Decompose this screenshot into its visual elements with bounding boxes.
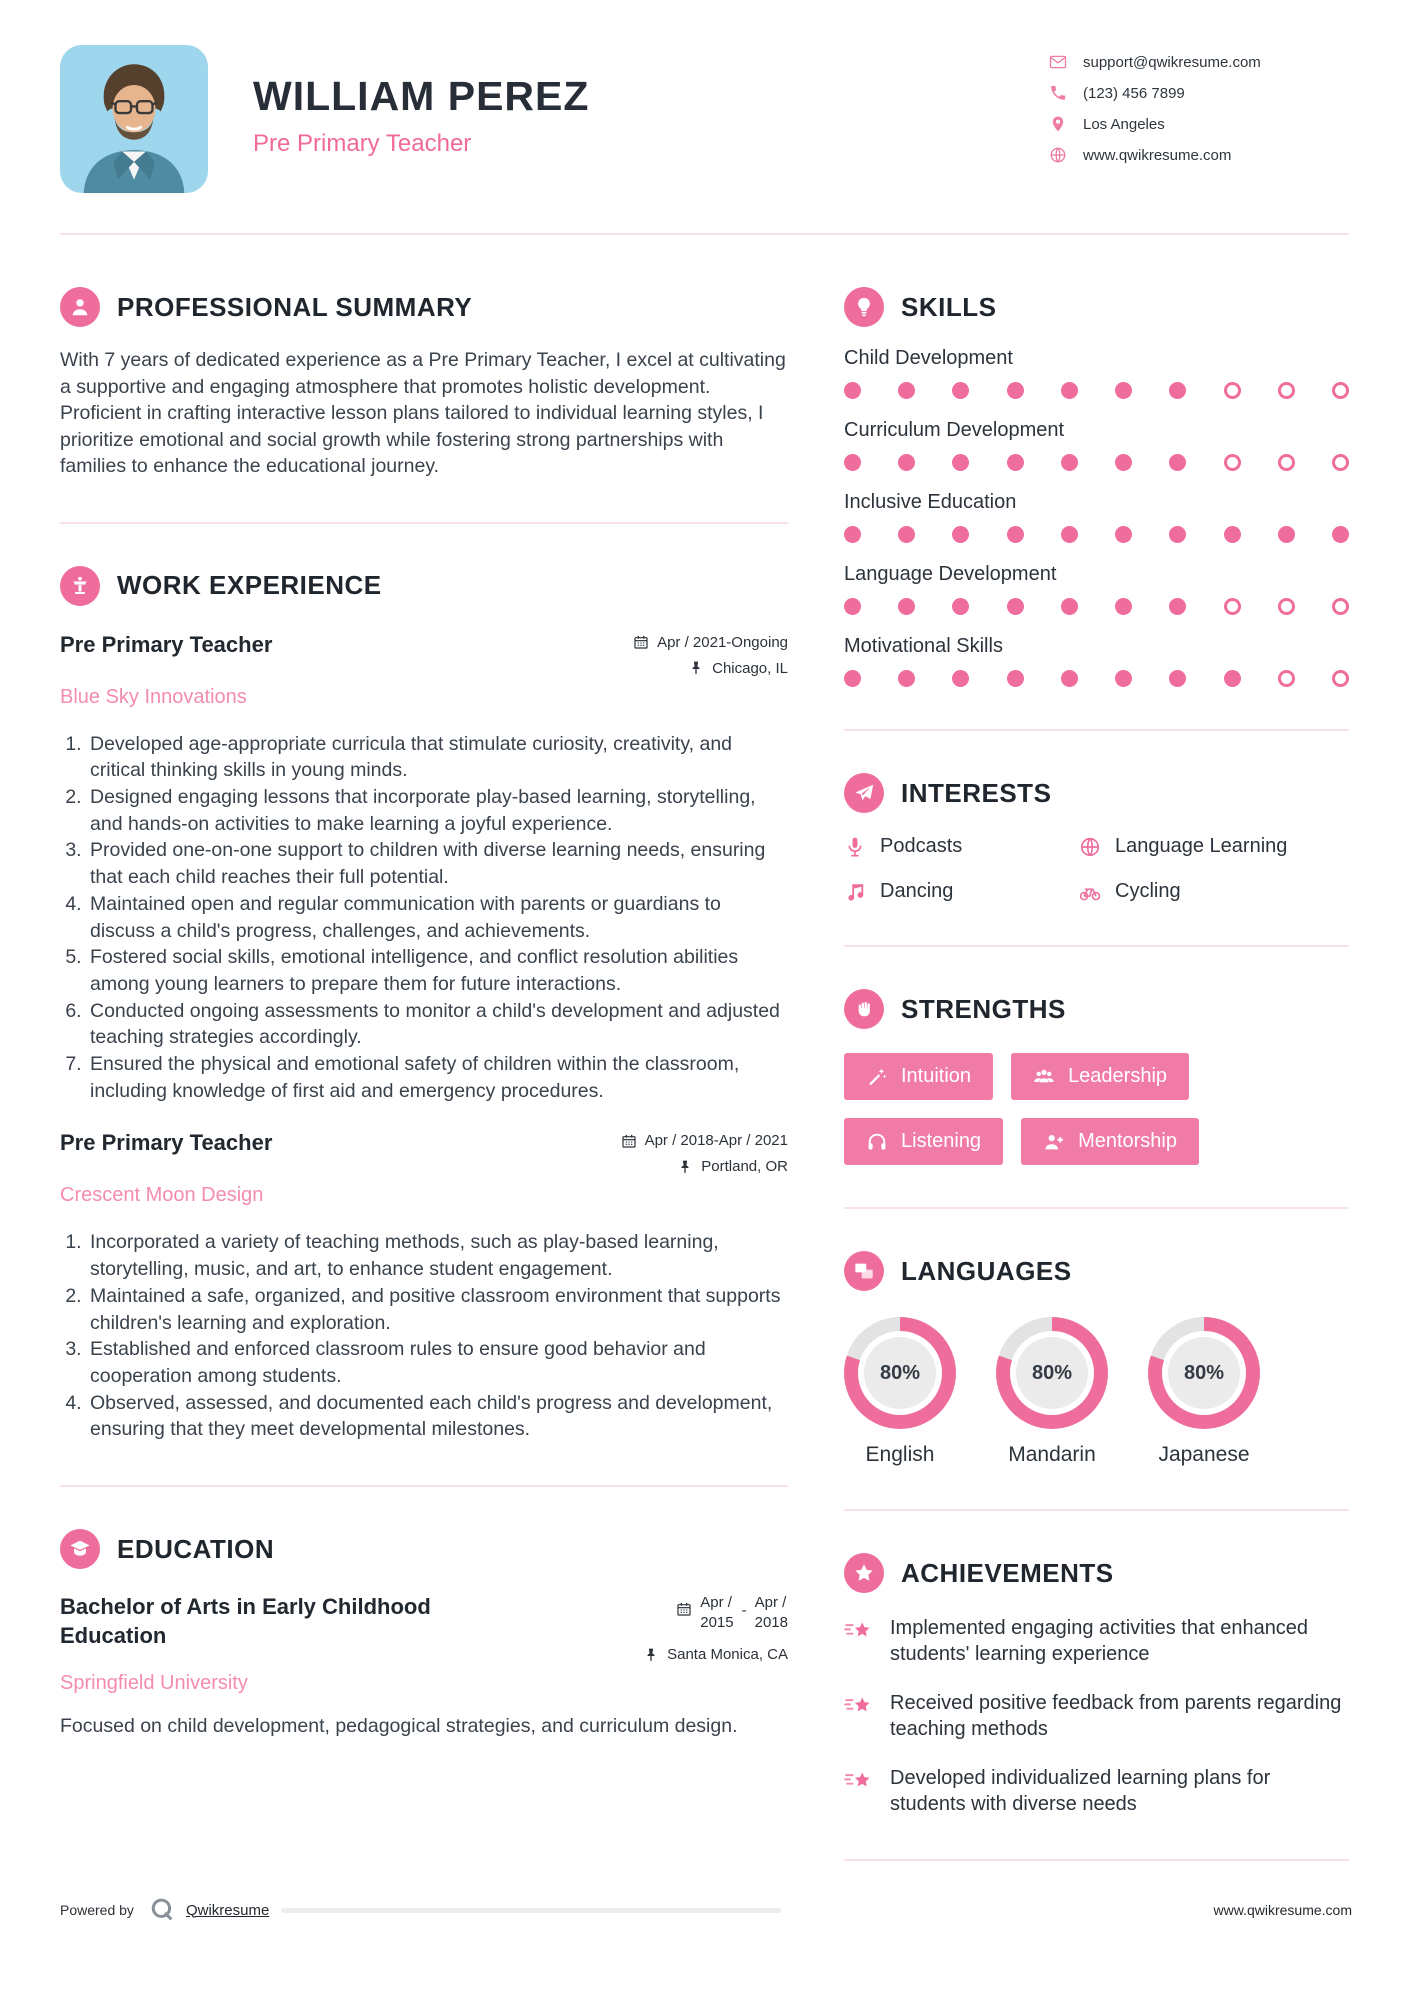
skills-section xyxy=(844,287,1349,687)
pushpin-icon xyxy=(677,1159,693,1175)
donut-hole xyxy=(1162,1331,1246,1415)
content-columns xyxy=(60,287,1349,1903)
skill-label: Motivational Skills xyxy=(844,635,1003,657)
skill-dot xyxy=(1278,454,1295,471)
skill-dot xyxy=(1224,598,1241,615)
skill-item xyxy=(844,491,1349,543)
skill-dot xyxy=(1169,526,1186,543)
achievements-list xyxy=(844,1615,1349,1817)
section-divider xyxy=(844,1207,1349,1209)
skill-dot xyxy=(1224,382,1241,399)
job-location: Chicago, IL xyxy=(712,659,788,677)
footer-divider-line xyxy=(281,1908,781,1913)
phone-icon xyxy=(1049,84,1067,102)
job-header xyxy=(60,632,788,677)
skill-dot xyxy=(1332,526,1349,543)
star-icon xyxy=(844,1553,884,1593)
strength-label: Intuition xyxy=(901,1065,972,1087)
donut-hole xyxy=(858,1331,942,1415)
summary-section xyxy=(60,287,788,480)
skill-dots xyxy=(844,454,1349,471)
skill-dot xyxy=(898,454,915,471)
job-bullets xyxy=(60,1229,788,1443)
wand-icon xyxy=(866,1066,888,1088)
skill-dot xyxy=(1007,670,1024,687)
skill-dot xyxy=(1115,526,1132,543)
achievement-text: Implemented engaging activities that enhanced students' learning experience xyxy=(890,1617,1309,1666)
footer-website[interactable]: www.qwikresume.com xyxy=(1213,1902,1352,1918)
strengths-title: STRENGTHS xyxy=(901,993,1066,1024)
job-bullet: 7. Ensured the physical and emotional safety of children within the classroom, including knowledge of first aid and emergency procedures. xyxy=(87,1051,788,1104)
job-meta xyxy=(633,632,788,677)
graduate-icon xyxy=(60,1529,100,1569)
section-divider xyxy=(844,729,1349,731)
language-donut xyxy=(844,1317,956,1429)
qwikresume-link[interactable]: Qwikresume xyxy=(185,1901,270,1919)
email-icon xyxy=(1049,53,1067,71)
interest-item xyxy=(844,835,1069,858)
date-start: Apr / xyxy=(700,1594,732,1612)
person-job-title: Pre Primary Teacher xyxy=(253,130,472,157)
strength-label: Leadership xyxy=(1068,1065,1168,1087)
person-name: WILLIAM PEREZ xyxy=(253,73,590,119)
achievements-section xyxy=(844,1553,1349,1817)
languages-section xyxy=(844,1251,1349,1467)
skill-dot xyxy=(898,526,915,543)
team-icon xyxy=(1033,1066,1055,1088)
pushpin-icon xyxy=(643,1647,659,1663)
date-end: Apr / xyxy=(754,1594,787,1612)
skill-dot xyxy=(898,670,915,687)
skill-dot xyxy=(898,382,915,399)
skill-dot xyxy=(1061,454,1078,471)
skill-dot xyxy=(1007,598,1024,615)
contact-item-text[interactable]: www.qwikresume.com xyxy=(1083,146,1232,164)
globe-icon xyxy=(1079,836,1101,858)
section-divider xyxy=(844,1509,1349,1511)
skill-dot xyxy=(844,454,861,471)
contact-item[interactable] xyxy=(1049,146,1349,164)
language-percent: 80% xyxy=(864,1337,936,1409)
skill-dot xyxy=(1061,526,1078,543)
education-section xyxy=(60,1529,788,1740)
language-item xyxy=(996,1317,1108,1467)
date-separator: - xyxy=(741,1602,747,1620)
job-location: Portland, OR xyxy=(701,1158,788,1176)
skill-dot xyxy=(1224,526,1241,543)
language-name: Mandarin xyxy=(1008,1443,1096,1466)
job-location-row xyxy=(677,1158,788,1175)
job-date-row xyxy=(633,634,788,651)
header xyxy=(60,45,1349,193)
skill-dot xyxy=(844,598,861,615)
profile-photo xyxy=(60,45,208,193)
skill-dot xyxy=(1278,670,1295,687)
interest-item xyxy=(1079,835,1349,858)
contact-item xyxy=(1049,115,1349,133)
interest-item xyxy=(844,880,1069,903)
translate-icon xyxy=(844,1251,884,1291)
strengths-section xyxy=(844,989,1349,1165)
interest-label: Podcasts xyxy=(880,835,963,857)
skill-dot xyxy=(1332,382,1349,399)
job-bullets xyxy=(60,731,788,1105)
language-donut xyxy=(1148,1317,1260,1429)
header-divider xyxy=(60,233,1349,235)
skill-dot xyxy=(1061,382,1078,399)
donut-hole xyxy=(1010,1331,1094,1415)
skill-dot xyxy=(844,382,861,399)
job-bullet: 1. Incorporated a variety of teaching methods, such as play-based learning, storytelling, music, and art, to enhance student engagement. xyxy=(87,1229,788,1282)
education-title: EDUCATION xyxy=(117,1533,275,1564)
skill-dot xyxy=(1007,454,1024,471)
lightbulb-icon xyxy=(844,287,884,327)
section-divider xyxy=(844,1859,1349,1861)
job-bullet: 4. Observed, assessed, and documented each child's progress and development, ensuring that they meet developmental milestones. xyxy=(87,1390,788,1443)
achievement-item xyxy=(844,1690,1349,1743)
language-percent: 80% xyxy=(1016,1337,1088,1409)
skill-dot xyxy=(1115,382,1132,399)
education-dates xyxy=(676,1593,788,1632)
date-end-year: 2018 xyxy=(754,1613,788,1631)
skill-dot xyxy=(952,382,969,399)
job-bullet: 3. Provided one-on-one support to children with diverse learning needs, ensuring that each child reaches their full potential. xyxy=(87,837,788,890)
job-bullet: 2. Designed engaging lessons that incorporate play-based learning, storytelling, and hands-on activities to make learning a joyful experience. xyxy=(87,784,788,837)
footer xyxy=(60,1896,1352,1924)
skill-dot xyxy=(1169,598,1186,615)
skill-dot xyxy=(1169,670,1186,687)
interests-list xyxy=(844,835,1349,903)
skill-dot xyxy=(1115,598,1132,615)
language-item xyxy=(844,1317,956,1467)
skill-dots xyxy=(844,670,1349,687)
education-description: Focused on child development, pedagogical strategies, and curriculum design. xyxy=(60,1715,738,1738)
bicycle-icon xyxy=(1079,881,1101,903)
job-date-row xyxy=(621,1132,788,1149)
contact-item-text: (123) 456 7899 xyxy=(1083,84,1185,102)
achievement-item xyxy=(844,1615,1349,1668)
interest-label: Dancing xyxy=(880,880,954,902)
avatar xyxy=(60,45,208,193)
job-entry xyxy=(60,1130,788,1443)
language-item xyxy=(1148,1317,1260,1467)
fist-icon xyxy=(844,989,884,1029)
experience-title: WORK EXPERIENCE xyxy=(117,570,382,601)
achievement-item xyxy=(844,1765,1349,1818)
skill-label: Curriculum Development xyxy=(844,419,1065,441)
powered-by-label: Powered by xyxy=(60,1902,134,1918)
headphones-icon xyxy=(866,1131,888,1153)
skill-dot xyxy=(952,526,969,543)
job-bullet: 4. Maintained open and regular communication with parents or guardians to discuss a child's progress, challenges, and achievements. xyxy=(87,891,788,944)
calendar-icon xyxy=(633,634,649,650)
strength-label: Listening xyxy=(901,1130,982,1152)
job-date: Apr / 2018-Apr / 2021 xyxy=(644,1132,788,1150)
skill-label: Inclusive Education xyxy=(844,491,1017,513)
skill-dot xyxy=(1169,382,1186,399)
interest-item xyxy=(1079,880,1349,903)
skill-dots xyxy=(844,382,1349,399)
right-column xyxy=(844,287,1349,1903)
skill-item xyxy=(844,635,1349,687)
interests-title: INTERESTS xyxy=(901,777,1052,808)
contact-item-text[interactable]: support@qwikresume.com xyxy=(1083,53,1261,71)
skill-dot xyxy=(844,526,861,543)
date-start-year: 2015 xyxy=(700,1613,734,1631)
shooting-star-icon xyxy=(844,1617,874,1645)
skill-dot xyxy=(1061,598,1078,615)
summary-title: PROFESSIONAL SUMMARY xyxy=(117,291,473,322)
skill-dots xyxy=(844,526,1349,543)
interests-section xyxy=(844,773,1349,903)
contact-item[interactable] xyxy=(1049,53,1349,71)
language-name: Japanese xyxy=(1158,1443,1250,1466)
job-header xyxy=(60,1130,788,1175)
skill-item xyxy=(844,347,1349,399)
job-bullet: 3. Established and enforced classroom rules to ensure good behavior and cooperation among students. xyxy=(87,1336,788,1389)
calendar-icon xyxy=(676,1601,692,1617)
job-location-row xyxy=(688,660,788,677)
skill-dot xyxy=(1278,598,1295,615)
job-role: Pre Primary Teacher xyxy=(60,1130,273,1156)
job-company: Crescent Moon Design xyxy=(60,1184,264,1207)
skill-dot xyxy=(1224,670,1241,687)
section-divider xyxy=(844,945,1349,947)
skill-label: Language Development xyxy=(844,563,1057,585)
strength-badge xyxy=(1011,1053,1189,1100)
contact-item xyxy=(1049,84,1349,102)
job-bullet: 2. Maintained a safe, organized, and positive classroom environment that supports children's learning and exploration. xyxy=(87,1283,788,1336)
left-column xyxy=(60,287,788,1903)
skill-dot xyxy=(1115,670,1132,687)
mentor-icon xyxy=(1043,1131,1065,1153)
interest-label: Cycling xyxy=(1115,880,1181,902)
identity-block xyxy=(60,45,589,193)
contact-item-text: Los Angeles xyxy=(1083,115,1165,133)
shooting-star-icon xyxy=(844,1767,874,1795)
skill-label: Child Development xyxy=(844,347,1013,369)
skills-list xyxy=(844,347,1349,687)
microphone-icon xyxy=(844,836,866,858)
achievement-text: Developed individualized learning plans for students with diverse needs xyxy=(890,1766,1271,1815)
skill-dot xyxy=(952,598,969,615)
skill-dot xyxy=(1115,454,1132,471)
skill-dot xyxy=(1332,454,1349,471)
globe-icon xyxy=(1049,146,1067,164)
skill-item xyxy=(844,563,1349,615)
achievement-text: Received positive feedback from parents regarding teaching methods xyxy=(890,1691,1342,1741)
skill-dot xyxy=(1332,670,1349,687)
skill-dot xyxy=(1007,382,1024,399)
skill-dot xyxy=(1224,454,1241,471)
strength-badge xyxy=(844,1118,1003,1165)
summary-text: With 7 years of dedicated experience as a Pre Primary Teacher, I excel at cultivating a supportive and engaging atmosphere that promotes holistic development. Proficient in crafting interactive lesson plans tailored to individual learning styles, I prioritize emotional and social growth while fostering strong partnerships with families to enhance the educational journey. xyxy=(60,349,786,478)
skill-dot xyxy=(1169,454,1186,471)
skill-dot xyxy=(952,670,969,687)
languages-list xyxy=(844,1317,1349,1467)
skill-dot xyxy=(952,454,969,471)
education-meta xyxy=(643,1593,788,1663)
job-date: Apr / 2021-Ongoing xyxy=(657,633,788,651)
location-icon xyxy=(1049,115,1067,133)
jobs-list xyxy=(60,632,788,1443)
skill-dot xyxy=(1278,382,1295,399)
name-block xyxy=(253,45,589,193)
calendar-icon xyxy=(621,1133,637,1149)
section-divider xyxy=(60,1485,788,1487)
pushpin-icon xyxy=(688,660,704,676)
education-location-row xyxy=(643,1646,788,1663)
skill-item xyxy=(844,419,1349,471)
person-icon xyxy=(60,287,100,327)
experience-section xyxy=(60,566,788,1443)
job-bullet: 1. Developed age-appropriate curricula that stimulate curiosity, creativity, and critical thinking skills in young minds. xyxy=(87,731,788,784)
skill-dot xyxy=(1007,526,1024,543)
strength-badge xyxy=(844,1053,993,1100)
language-donut xyxy=(996,1317,1108,1429)
language-percent: 80% xyxy=(1168,1337,1240,1409)
job-role: Pre Primary Teacher xyxy=(60,631,273,657)
skill-dot xyxy=(898,598,915,615)
degree: Bachelor of Arts in Early Childhood Education xyxy=(60,1594,431,1648)
job-bullet: 5. Fostered social skills, emotional intelligence, and conflict resolution abilities among young learners to prepare them for future interactions. xyxy=(87,944,788,997)
skills-title: SKILLS xyxy=(901,291,997,322)
education-location: Santa Monica, CA xyxy=(667,1646,788,1664)
interest-label: Language Learning xyxy=(1115,835,1288,857)
job-bullet: 6. Conducted ongoing assessments to monitor a child's development and adjusted teaching strategies accordingly. xyxy=(87,998,788,1051)
strength-label: Mentorship xyxy=(1078,1130,1177,1152)
languages-title: LANGUAGES xyxy=(901,1255,1072,1286)
podium-icon xyxy=(60,566,100,606)
shooting-star-icon xyxy=(844,1692,874,1720)
skill-dot xyxy=(1061,670,1078,687)
school-name: Springfield University xyxy=(60,1672,248,1695)
job-entry xyxy=(60,632,788,1105)
skill-dot xyxy=(1278,526,1295,543)
skill-dot xyxy=(1332,598,1349,615)
achievements-title: ACHIEVEMENTS xyxy=(901,1557,1114,1588)
paper-plane-icon xyxy=(844,773,884,813)
strength-badge xyxy=(1021,1118,1199,1165)
qwikresume-logo-icon xyxy=(148,1896,176,1924)
music-note-icon xyxy=(844,881,866,903)
strengths-list xyxy=(844,1053,1324,1165)
skill-dot xyxy=(844,670,861,687)
contact-info xyxy=(1049,45,1349,164)
language-name: English xyxy=(865,1443,935,1466)
section-divider xyxy=(60,522,788,524)
job-company: Blue Sky Innovations xyxy=(60,685,247,708)
job-meta xyxy=(621,1130,788,1175)
skill-dots xyxy=(844,598,1349,615)
